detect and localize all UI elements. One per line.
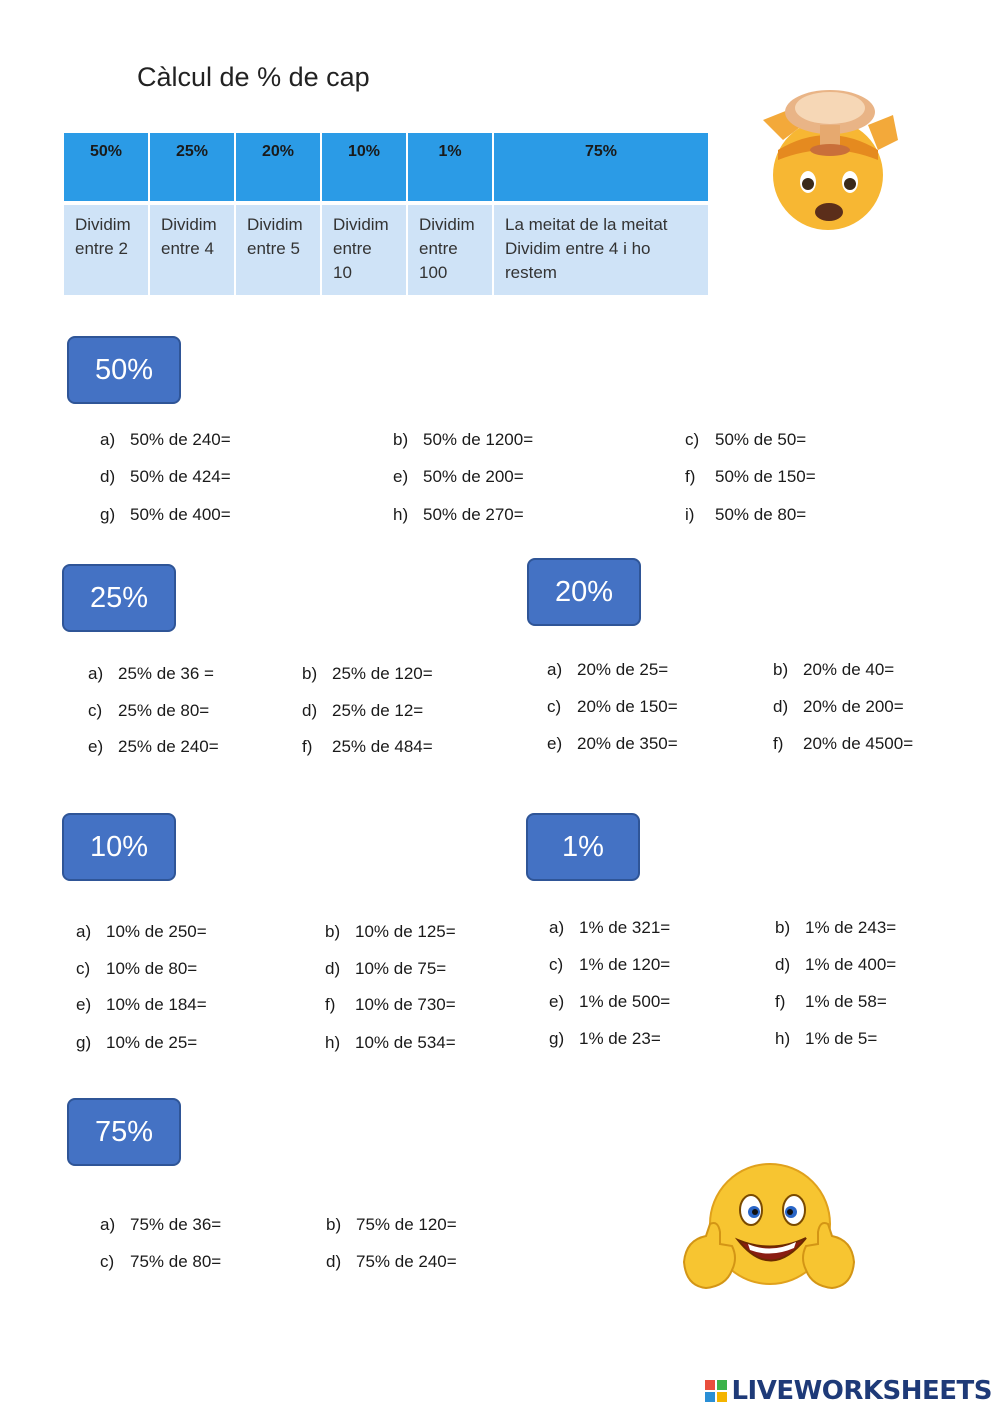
header-75: 75% <box>494 133 708 201</box>
exercise-item: e) 20% de 350= <box>547 734 678 753</box>
badge-10: 10% <box>62 813 176 881</box>
rule-10: Dividim entre 10 <box>322 205 406 295</box>
header-10: 10% <box>322 133 406 201</box>
brand-text: LIVEWORKSHEETS <box>731 1376 992 1406</box>
exercise-item: e) 10% de 184= <box>76 995 207 1014</box>
rule-75: La meitat de la meitat Dividim entre 4 i ho restem <box>494 205 708 295</box>
thumbs-up-smiley-icon <box>676 1162 862 1312</box>
exercise-item: f) 1% de 58= <box>775 992 887 1011</box>
badge-50: 50% <box>67 336 181 404</box>
exercise-item: b) 50% de 1200= <box>393 430 534 449</box>
badge-1: 1% <box>526 813 640 881</box>
page-title: Càlcul de % de cap <box>137 62 370 92</box>
header-20: 20% <box>236 133 320 201</box>
exercise-item: d) 10% de 75= <box>325 959 447 978</box>
rule-20: Dividim entre 5 <box>236 205 320 295</box>
exercise-item: a) 50% de 240= <box>100 430 231 449</box>
exercise-item: f) 50% de 150= <box>685 467 816 486</box>
liveworksheets-logo-icon <box>705 1380 727 1402</box>
exercise-item: h) 1% de 5= <box>775 1029 878 1048</box>
exercise-item: b) 75% de 120= <box>326 1215 457 1234</box>
exercise-item: c) 1% de 120= <box>549 955 671 974</box>
rule-25: Dividim entre 4 <box>150 205 234 295</box>
brand-logo <box>705 1376 992 1406</box>
header-50: 50% <box>64 133 148 201</box>
exercise-item: e) 50% de 200= <box>393 467 524 486</box>
exercise-item: d) 25% de 12= <box>302 701 424 720</box>
badge-20: 20% <box>527 558 641 626</box>
exercise-item: g) 50% de 400= <box>100 505 231 524</box>
exercise-item: h) 10% de 534= <box>325 1033 456 1052</box>
badge-25: 25% <box>62 564 176 632</box>
reference-table <box>62 133 710 295</box>
exercise-item: a) 25% de 36 = <box>88 664 214 683</box>
exercise-item: b) 20% de 40= <box>773 660 895 679</box>
exercise-item: e) 25% de 240= <box>88 737 219 756</box>
rule-50: Dividim entre 2 <box>64 205 148 295</box>
exercise-item: f) 20% de 4500= <box>773 734 914 753</box>
exercise-item: d) 75% de 240= <box>326 1252 457 1271</box>
exercise-item: a) 10% de 250= <box>76 922 207 941</box>
exercise-item: b) 10% de 125= <box>325 922 456 941</box>
badge-75: 75% <box>67 1098 181 1166</box>
exercise-item: f) 10% de 730= <box>325 995 456 1014</box>
exercise-item: g) 1% de 23= <box>549 1029 661 1048</box>
exercise-item: b) 25% de 120= <box>302 664 433 683</box>
exercise-item: b) 1% de 243= <box>775 918 897 937</box>
exercise-item: c) 25% de 80= <box>88 701 210 720</box>
exercise-item: g) 10% de 25= <box>76 1033 198 1052</box>
exercise-item: d) 20% de 200= <box>773 697 904 716</box>
exercise-item: i) 50% de 80= <box>685 505 807 524</box>
header-25: 25% <box>150 133 234 201</box>
exercise-item: d) 50% de 424= <box>100 467 231 486</box>
exercise-item: f) 25% de 484= <box>302 737 433 756</box>
exercise-item: a) 20% de 25= <box>547 660 669 679</box>
exercise-item: c) 75% de 80= <box>100 1252 222 1271</box>
exercise-item: c) 10% de 80= <box>76 959 198 978</box>
exercise-item: c) 50% de 50= <box>685 430 807 449</box>
rule-1: Dividim entre 100 <box>408 205 492 295</box>
exercise-item: h) 50% de 270= <box>393 505 524 524</box>
exploding-head-emoji-icon <box>748 80 908 230</box>
exercise-item: a) 1% de 321= <box>549 918 671 937</box>
exercise-item: a) 75% de 36= <box>100 1215 222 1234</box>
exercise-item: c) 20% de 150= <box>547 697 678 716</box>
exercise-item: d) 1% de 400= <box>775 955 897 974</box>
exercise-item: e) 1% de 500= <box>549 992 671 1011</box>
header-1: 1% <box>408 133 492 201</box>
